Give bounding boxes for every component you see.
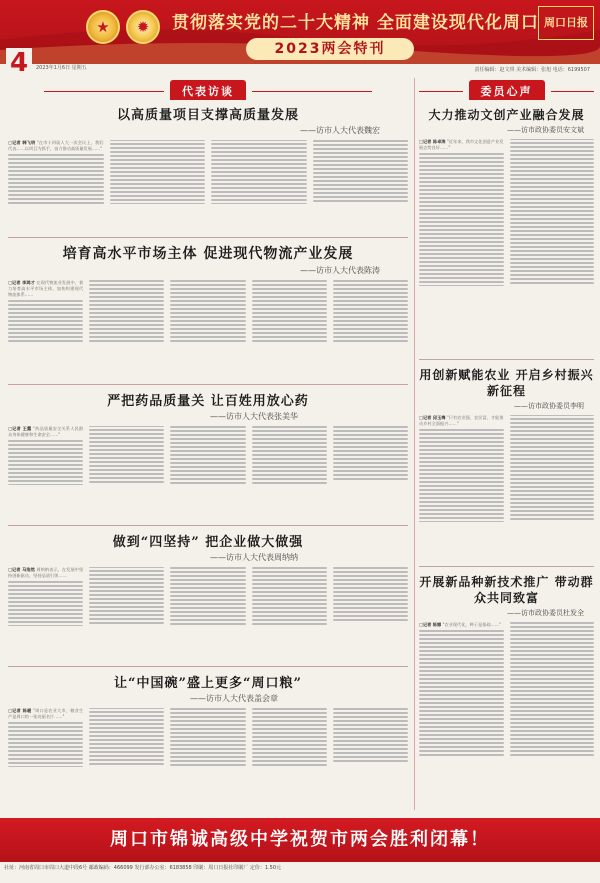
newspaper-logo: 周口日报 <box>538 6 594 40</box>
article <box>8 670 408 808</box>
article-subtitle: ——访市人大代表张美华 <box>210 412 298 421</box>
divider <box>419 566 594 567</box>
section-label-representatives: 代表访谈 <box>170 80 246 100</box>
divider <box>8 237 408 238</box>
article <box>419 100 594 356</box>
article-byline: □记者 王露 <box>8 426 32 431</box>
article-text: "近年来，我市文化创意产业发展态势良好……" <box>419 139 504 150</box>
article-byline: □记者 陈娜 <box>419 622 442 627</box>
section-label-committee-members: 委员心声 <box>469 80 545 100</box>
article-text: "只有农业强、农民富，才能推动乡村全面振兴……" <box>419 415 504 426</box>
article-subtitle: ——访市人大代表陈涛 <box>300 266 380 275</box>
article <box>8 529 408 663</box>
article-title: 以高质量项目支撑高质量发展 <box>116 108 299 123</box>
divider <box>419 359 594 360</box>
congratulation-banner: 周口市锦诚高级中学祝贺市两会胜利闭幕！ <box>0 818 600 862</box>
article-title: 做到“四坚持” 把企业做大做强 <box>112 535 304 550</box>
left-column <box>8 78 408 810</box>
divider <box>8 384 408 385</box>
article-text: 在现代物流业发展中，着力培育高水平市场主体，加快构建现代物流体系…… <box>8 280 84 297</box>
article-body <box>8 567 408 626</box>
article-title: 大力推动文创产业融合发展 <box>428 108 585 122</box>
article <box>8 100 408 234</box>
article-text: "在市十四届人大一次会议上，我们代表……以项目为抓手，奋力推动高质量发展……" <box>8 140 104 151</box>
article-title: 严把药品质量关 让百姓用放心药 <box>107 394 309 409</box>
article-body <box>8 280 408 344</box>
article-byline: □记者 陈卓涛 <box>419 139 446 144</box>
article-body <box>8 426 408 485</box>
publisher-info: 社址：河南省周口市周口大道中段6号 邮政编码：466099 发行部办公室：6183858 印刷：周口日报社印刷厂 定价：1.50元 <box>4 865 282 871</box>
national-emblem-icon: ★ <box>86 10 120 44</box>
article-byline: □记者 陈暖 <box>8 708 32 713</box>
divider <box>8 525 408 526</box>
article <box>419 363 594 563</box>
article-byline: □记者 韩飞明 <box>8 140 36 145</box>
article-body <box>8 708 408 767</box>
body-text-lines <box>419 622 594 758</box>
article-text: "药品质量安全关系人民群众身体健康和生命安全……" <box>8 426 84 437</box>
masthead <box>0 0 600 64</box>
article <box>8 241 408 381</box>
article-subtitle: ——访市政协委员李明 <box>514 402 584 410</box>
body-text-lines <box>419 139 594 286</box>
article-subtitle: ——访市政协委员杜发全 <box>507 609 584 617</box>
article-body <box>419 415 594 522</box>
article-title: 培育高水平市场主体 促进现代物流产业发展 <box>62 246 354 262</box>
article-subtitle: ——访市人大代表魏宏 <box>300 126 380 135</box>
body-text-lines <box>8 426 408 485</box>
article <box>419 570 594 820</box>
article-text: "农业现代化，种子是基础……" <box>442 622 501 627</box>
article-subtitle: ——访市政协委员安文斌 <box>507 126 584 134</box>
article-byline: □记者 李鸿才 <box>8 280 35 285</box>
body-text-lines <box>419 415 594 522</box>
article-body <box>419 622 594 758</box>
article-title-text: 用创新赋能农业 开启乡村振兴新征程 <box>419 368 594 398</box>
article-text: "周口是农业大市，粮食生产是周口的一张亮丽名片……" <box>8 708 84 719</box>
right-column <box>414 78 594 810</box>
article-subtitle: ——访市人大代表周纳纳 <box>210 553 298 562</box>
article-body <box>419 139 594 286</box>
special-issue-banner: 2023两会特刊 <box>246 38 414 60</box>
article <box>8 388 408 522</box>
body-text-lines <box>8 567 408 626</box>
page-number: 4 <box>6 48 32 78</box>
article-title-text: 开展新品种新技术推广 带动群众共同致富 <box>419 575 594 605</box>
masthead-slogan: 贯彻落实党的二十大精神 全面建设现代化周口 <box>172 13 539 33</box>
article-title: 让“中国碗”盛上更多“周口粮” <box>114 676 302 691</box>
article-title <box>419 574 594 606</box>
body-text-lines <box>8 708 408 767</box>
article-byline: □记者 邱玉梅 <box>419 415 446 420</box>
article-text: 周纳纳表示，在发展中坚持创新驱动，坚持品质引领…… <box>8 567 84 578</box>
article-body <box>8 140 408 204</box>
divider <box>8 666 408 667</box>
issue-date: 2023年1月6日 星期五 <box>36 65 87 71</box>
article-title <box>419 367 594 399</box>
article-byline: □记者 马浩然 <box>8 567 35 572</box>
cppcc-emblem-icon: ✹ <box>126 10 160 44</box>
editor-credits: 责任编辑：赵文琪 美术编辑：张旭 电话：6199507 <box>474 67 590 73</box>
article-subtitle: ——访市人大代表盖会章 <box>190 694 278 703</box>
